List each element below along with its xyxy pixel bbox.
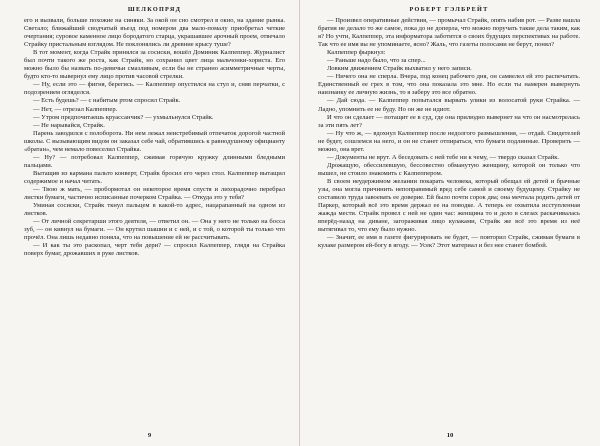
paragraph: — Есть будешь? — с набитым ртом спросил Страйк. [33, 97, 181, 105]
paragraph: — И как ты это раскопал, черт тебя дери? — спросил Калпеппер, глядя на Страйка поверх бумаг, дрожавших в руке листков. [24, 242, 285, 258]
paragraph: Дрожащую, обессилевшую, бессовестно обманутую женщину, которой он только что вышел, не стоило знакомить с Калпеппером. [318, 161, 580, 177]
running-head-left: ШЕЛКОПРЯД [127, 6, 182, 13]
paragraph: И что он сделает — потащит ее в суд, где она прилюдно вывернет на что он насмотрелась за эти пять лет? [318, 113, 580, 129]
paragraph: — Ну что ж, — вдохнул Калпеппер после недолгого размышления, — отдай. Свидетелей не будет, сошлемся на него, и он не станет отпираться, что бумаги подлинные. Проверить — можно, она врет. [318, 129, 580, 153]
left-page-body [24, 17, 285, 258]
running-head-right: РОБЕРТ ГЭЛБРЕЙТ [409, 6, 489, 13]
paragraph: — Ну, если это — фигня, берегись. — Калпеппер опустился на стул и, сняв перчатки, с подозрением огляделся. [24, 81, 285, 97]
right-page [300, 0, 600, 446]
paragraph: — Твою ж мать, — пробормотал он некоторое время спустя и лихорадочно перебрал листки бумаги, частично исписанные почерком Страйка. — Откуда это у тебя? [24, 185, 285, 202]
paragraph: В своем неудержимом желании покарать человека, который обещал ей детей и брачные узы, она могла причинить непоправимый вред себе самой и своему будущему. Страйку не составило труда завоевать ее доверие. Ей было почти сорок два; она мечтала родить детей от Паркер, который всё это время держал ее на поводке. А теперь ее охватила исступленная жажда мести. Страйк провел с ней не один час: женщина то и дело в слезах раскачивалась вперёд-назад на диване, загораживая лицо кулаками, Страйк же всё это время из неё вытягивал то, что ему было нужно. [318, 177, 580, 234]
paragraph: Ловким движением Страйк выхватил у него записи. [327, 65, 472, 73]
paragraph: — Ничего она не сперла. Вчера, под конец рабочего дня, он самвелел ей это распечатать. Единственный ее грех в том, что она показала это мне. Но если ты намерен вывернуть наизнанку ее личную жизнь, то я заберу это все обратно. [318, 73, 580, 97]
paragraph: его и вызвали, больше похожие на синяки. За окой он сно смотрел в окно, на здание рынка. Светало; ближайший сводчатый въезд под номером два мало-помалу приобретал четкие очертания; суровое каменное лицо бородатого старца, украшавшее арочный проем, отвечало Страйку пристальным взглядом. Не поклонялись ли древние крысу туше? [24, 17, 285, 49]
paragraph: Калпеппер фыркнул: [327, 49, 386, 57]
paragraph: Парень заводился с полоборота. Ни нем лежал неистребимый отпечаток дорогой частной школы. С вызывающим видом он заказал себе чай, обратившись к равнодушному официанту «братан», чем немало повеселил Страйка. [24, 129, 285, 153]
paragraph: — От личной секретарши этого деятеля, — ответил он. — Она у него не только на босса зуб, — он кивнул на бумаги. — Он крутил шашни и с ней, и с той, о которой ты только что прочёл. Она лишь недавно поняла, что на повышение ей не рассчитывать. [24, 218, 285, 242]
page-number-left: 9 [147, 432, 152, 439]
paragraph: — Дай сюда. — Калпеппер попытался вырвать улики из волосатой руки Страйка. — Ладно, упомнить ее не буду. Но он же не идиот. [318, 97, 580, 113]
paragraph: Вытащив из кармана пальто конверт, Страйк бросил его через стол. Калпеппер вытащил содержимое и начал читать. [24, 169, 285, 185]
paragraph: Уминая сосиски, Страйк ткнул пальцем в какой-то адрес, нацарапанный на одном из листков. [24, 202, 285, 218]
right-page-body [318, 17, 580, 250]
paragraph: — Не нарывайся, Страйк. [33, 121, 105, 129]
paragraph: — Значит, ее имя в газете фигурировать не будет, — повторил Страйк, сжимая бумаги в кулаке размером ей-богу в ягоду. — Усек? Этот материал и без нее станет бомбой. [318, 234, 580, 250]
paragraph: — Раньше надо было, что за спер... [327, 57, 426, 65]
paragraph: — Утром предпочитаешь круассанчик? — ухмыльнулся Страйк. [33, 113, 214, 121]
page-number-right: 10 [446, 432, 454, 439]
paragraph: — Нет, — отрезал Калпеппер. [33, 105, 118, 113]
paragraph: В тот момент, когда Страйк принялся за сосиски, вошёл Доминик Калпеппер. Журналист был почти такого же роста, как Страйк, но сохранил цвет лица мальчонки-хориста. Его можно было бы назвать по-девичьи смазливым, если бы не странно асимметричные черты, будто кто-то вывернул ему лицо против часовой стрелки. [24, 49, 285, 81]
paragraph: — Ну? — потребовал Калпеппер, сжимая горячую кружку длинными бледными пальцами. [24, 153, 285, 169]
paragraph: — Произвел оперативные действия, — промычал Страйк, опять набив рот. — Разве вашла братия не делало то же самое, пока до не доперла, что можно поручать такие дела таким, как я? Но учти, Калпеппер, эта информатора заботится о своих будущих перспективах на работе. Так что ее имя вы не упоминаете, ясно? Жаль, что газеты полосами не берут, понял? [318, 17, 580, 49]
paragraph: — Документы не врут. А беседовать с ней тебе ни к чему, — твердо сказал Страйк. [327, 153, 560, 161]
